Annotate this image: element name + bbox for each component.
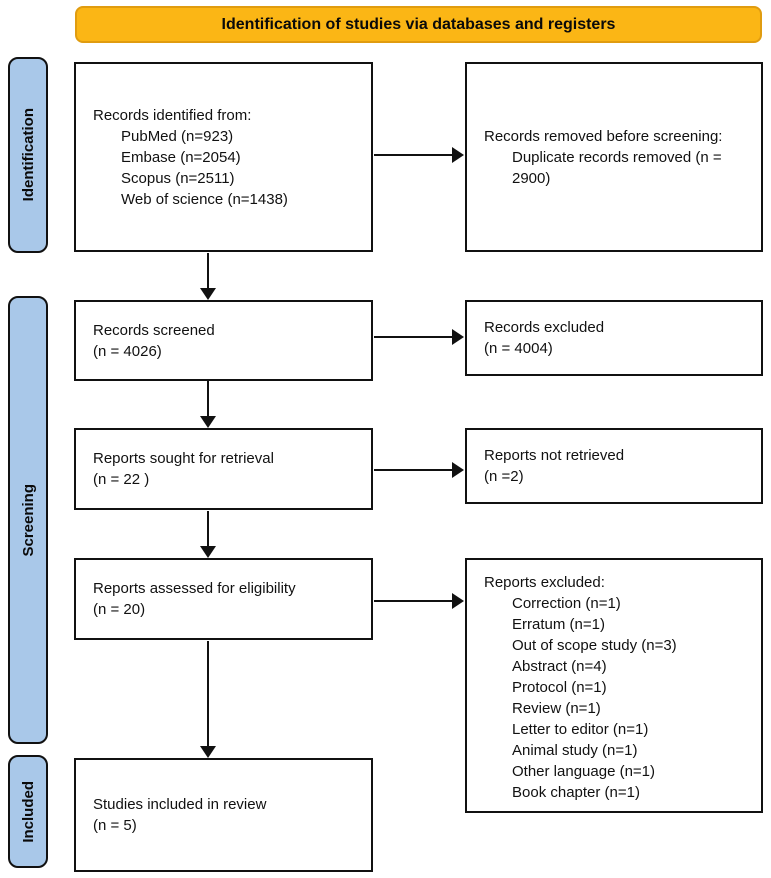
box-reports-sought — [74, 428, 373, 510]
box-records-excluded — [465, 300, 763, 376]
list-item: Out of scope study (n=3) — [512, 637, 677, 654]
list-item: Abstract (n=4) — [512, 658, 607, 675]
list-item: PubMed (n=923) — [121, 127, 234, 145]
down-arrow-identified-to-screened — [200, 253, 216, 300]
box-title: Records screened — [93, 321, 215, 339]
right-arrow-identified-to-removed — [374, 147, 464, 163]
box-count: (n = 22 ) — [93, 471, 150, 488]
list-item: Web of science (n=1438) — [121, 190, 288, 208]
list-item: Book chapter (n=1) — [512, 784, 640, 801]
box-reports-not-retrieved — [465, 428, 763, 504]
list-item: Embase (n=2054) — [121, 148, 241, 166]
right-arrow-screened-to-excluded — [374, 329, 464, 345]
list-item: Letter to editor (n=1) — [512, 721, 649, 738]
stage-identification-label: Identification — [19, 108, 37, 202]
stage-included — [8, 755, 48, 868]
list-item: Animal study (n=1) — [512, 742, 638, 759]
list-item: Review (n=1) — [512, 700, 601, 717]
banner-title-text: Identification of studies via databases and registers — [221, 15, 616, 33]
box-title: Reports excluded: — [484, 574, 605, 591]
right-arrow-sought-to-not-retrieved — [374, 462, 464, 478]
down-arrow-sought-to-assessed — [200, 511, 216, 558]
box-title: Records excluded — [484, 319, 605, 336]
list-item: Duplicate records removed (n = 2900) — [512, 148, 722, 187]
box-title: Reports assessed for eligibility — [93, 580, 296, 597]
box-reports-assessed — [74, 558, 373, 640]
box-records-identified — [74, 62, 373, 252]
stage-included-label: Included — [19, 780, 37, 843]
list-item: Scopus (n=2511) — [121, 169, 235, 187]
box-reports-excluded — [465, 558, 763, 813]
box-title: Records removed before screening: — [484, 127, 723, 145]
box-count: (n = 4004) — [484, 340, 553, 357]
list-item: Other language (n=1) — [512, 763, 656, 780]
right-arrow-assessed-to-reports-excluded — [374, 593, 464, 609]
box-records-screened — [74, 300, 373, 381]
box-records-removed — [465, 62, 763, 252]
box-title: Reports sought for retrieval — [93, 450, 274, 467]
stage-screening — [8, 296, 48, 744]
list-item: Correction (n=1) — [512, 595, 621, 612]
box-count: (n =2) — [484, 468, 524, 485]
box-count: (n = 5) — [93, 817, 137, 834]
box-title: Reports not retrieved — [484, 447, 625, 464]
stage-identification — [8, 57, 48, 253]
box-title: Records identified from: — [93, 106, 252, 124]
down-arrow-assessed-to-included — [200, 641, 216, 758]
box-title: Studies included in review — [93, 796, 267, 813]
box-count: (n = 20) — [93, 601, 146, 618]
banner-title — [75, 6, 762, 43]
box-studies-included — [74, 758, 373, 872]
stage-screening-label: Screening — [19, 483, 37, 557]
down-arrow-screened-to-sought — [200, 381, 216, 428]
list-item: Erratum (n=1) — [512, 616, 605, 633]
list-item: Protocol (n=1) — [512, 679, 607, 696]
box-count: (n = 4026) — [93, 342, 162, 360]
